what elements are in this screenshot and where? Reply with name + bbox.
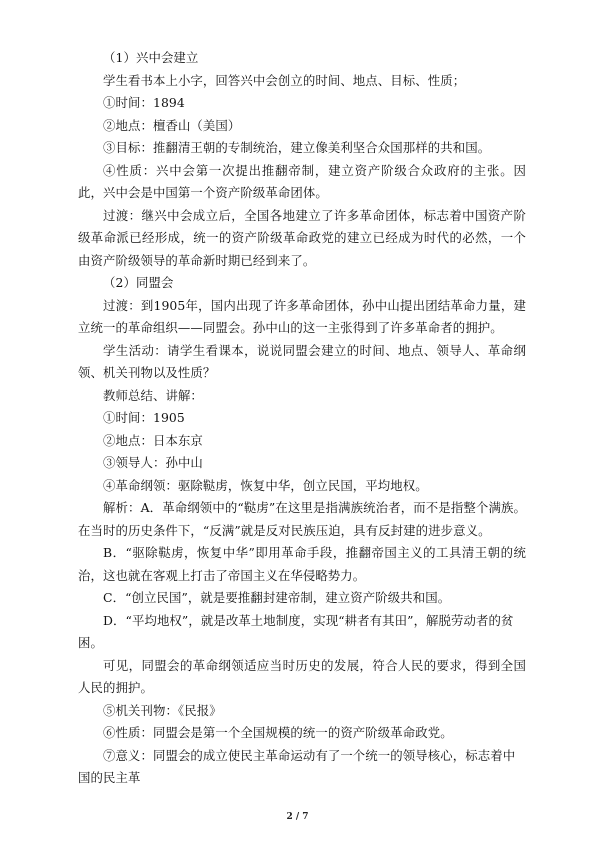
list-item: ⑤机关刊物：《民报》	[103, 702, 222, 718]
section-heading-tongmenghui: （2）同盟会	[103, 275, 174, 290]
paragraph: C．“创立民国”，就是要推翻封建帝制，建立资产阶级共和国。	[103, 590, 451, 605]
paragraph: 解析：A．革命纲领中的“鞑虏”在这里是指满族统治者，而不是指整个满族。在当时的历史条件下，“反满”就是反对民族压迫，具有反封建的进步意义。	[78, 500, 526, 538]
list-item: ③目标：推翻清王朝的专制统治，建立像美利坚合众国那样的共和国。	[103, 140, 491, 155]
paragraph: 过渡：到1905年，国内出现了许多革命团体，孙中山提出团结革命力量，建立统一的革命组织——同盟会。孙中山的这一主张得到了许多革命者的拥护。	[78, 297, 526, 335]
list-item: ①时间：1905	[103, 410, 185, 425]
list-item: ①时间：1894	[103, 95, 185, 110]
list-item: ④革命纲领：驱除鞑虏，恢复中华，创立民国，平均地权。	[103, 477, 428, 493]
paragraph: 可见，同盟会的革命纲领适应当时历史的发展，符合人民的要求，得到全国人民的拥护。	[78, 657, 526, 695]
list-item: ⑥性质：同盟会是第一个全国规模的统一的资产阶级革命政党。	[103, 725, 453, 740]
page-number: 2 / 7	[286, 812, 309, 822]
paragraph: 学生活动：请学生看课本，说说同盟会建立的时间、地点、领导人、革命纲领、机关刊物以及性质？	[78, 342, 526, 380]
list-item: ⑦意义：同盟会的成立使民主革命运动有了一个统一的领导核心，标志着中国的民主革	[78, 747, 516, 785]
paragraph: D．“平均地权”，就是改革土地制度，实现“耕者有其田”，解脱劳动者的贫困。	[78, 612, 514, 650]
paragraph: 过渡：继兴中会成立后，全国各地建立了许多革命团体，标志着中国资产阶级革命派已经形成，统一的资产阶级革命政党的建立已经成为时代的必然，一个由资产阶级领导的革命新时期已经到来了。	[78, 207, 526, 268]
list-item: ④性质：兴中会第一次提出推翻帝制，建立资产阶级合众政府的主张。因此，兴中会是中国第一个资产阶级革命团体。	[78, 162, 526, 200]
paragraph: 教师总结、讲解：	[103, 387, 203, 403]
list-item: ②地点：日本东京	[103, 432, 203, 448]
paragraph: B．“驱除鞑虏，恢复中华”即用革命手段，推翻帝国主义的工具清王朝的统治，这也就在客观上打击了帝国主义在华侵略势力。	[78, 545, 526, 583]
paragraph: 学生看书本上小字，回答兴中会创立的时间、地点、目标、性质；	[103, 72, 466, 88]
list-item: ②地点：檀香山（美国）	[103, 117, 241, 133]
document-body	[78, 47, 526, 790]
list-item: ③领导人：孙中山	[103, 455, 203, 470]
section-heading-xingzhonghui: （1）兴中会建立	[103, 50, 199, 65]
